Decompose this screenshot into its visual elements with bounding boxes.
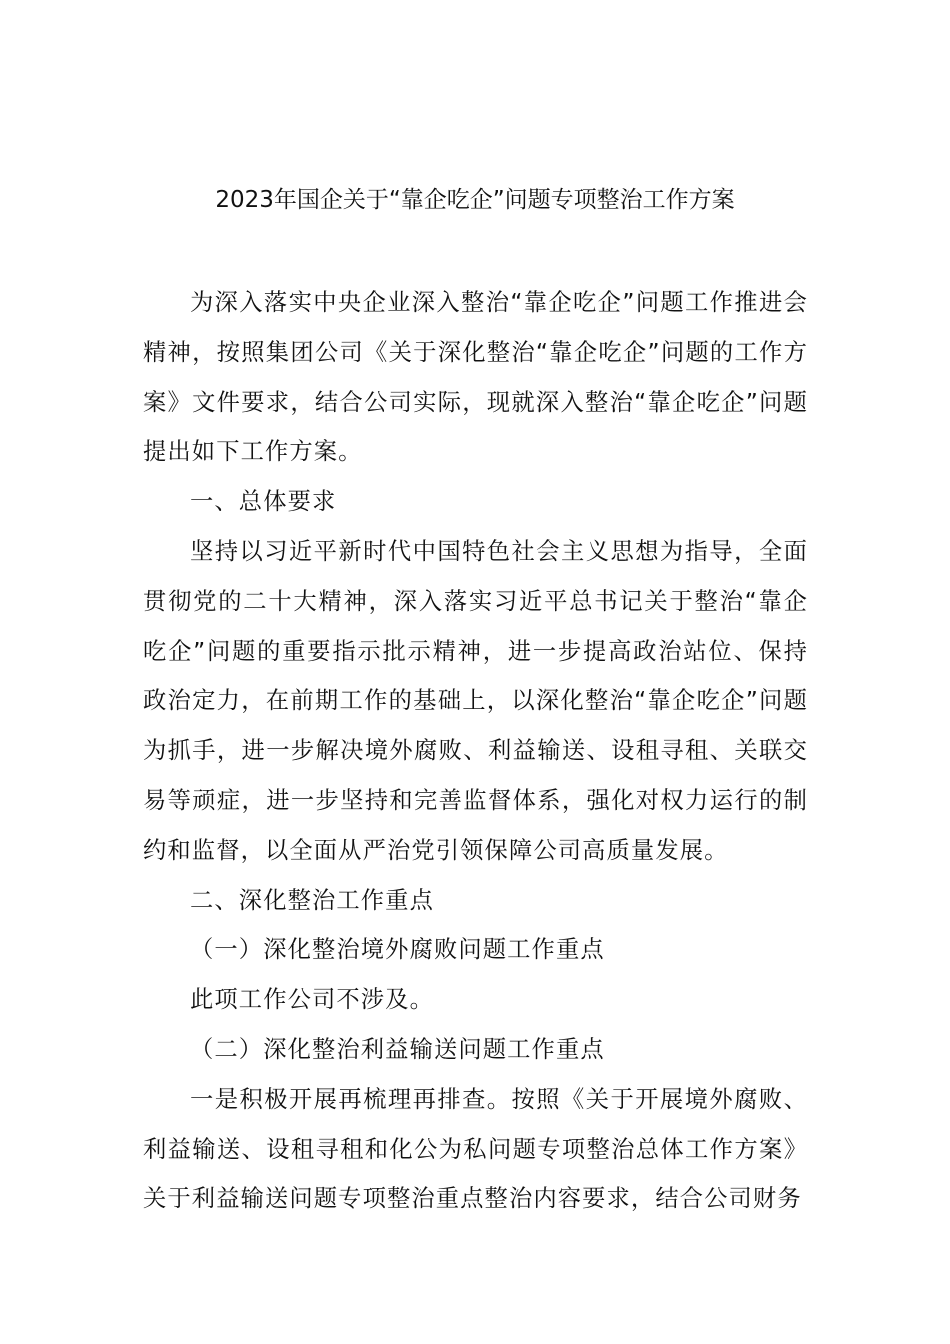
document-body — [143, 278, 808, 1224]
subsection-2-paragraph: 一是积极开展再梳理再排查。按照《关于开展境外腐败、利益输送、设租寻租和化公为私问题专项整治总体工作方案》关于利益输送问题专项整治重点整治内容要求，结合公司财务 — [143, 1085, 808, 1213]
subsection-2-heading: （二）深化整治利益输送问题工作重点 — [190, 1035, 605, 1063]
subsection-1-heading: （一）深化整治境外腐败问题工作重点 — [190, 936, 605, 964]
section-1-heading: 一、总体要求 — [190, 488, 337, 516]
section-1-paragraph: 坚持以习近平新时代中国特色社会主义思想为指导，全面贯彻党的二十大精神，深入落实习近平总书记关于整治“靠企吃企”问题的重要指示批示精神，进一步提高政治站位、保持政治定力，在前期工作的基础上，以深化整治“靠企吃企”问题为抓手，进一步解决境外腐败、利益输送、设租寻租、关联交易等顽症，进一步坚持和完善监督体系，强化对权力运行的制约和监督，以全面从严治党引领保障公司高质量发展。 — [143, 537, 808, 864]
document-title: 2023年国企关于“靠企吃企”问题专项整治工作方案 — [215, 187, 735, 213]
intro-paragraph: 为深入落实中央企业深入整治“靠企吃企”问题工作推进会精神，按照集团公司《关于深化整治“靠企吃企”问题的工作方案》文件要求，结合公司实际，现就深入整治“靠企吃企”问题提出如下工作方案。 — [143, 289, 808, 466]
subsection-1-paragraph: 此项工作公司不涉及。 — [190, 986, 434, 1014]
section-2-heading: 二、深化整治工作重点 — [190, 886, 434, 914]
